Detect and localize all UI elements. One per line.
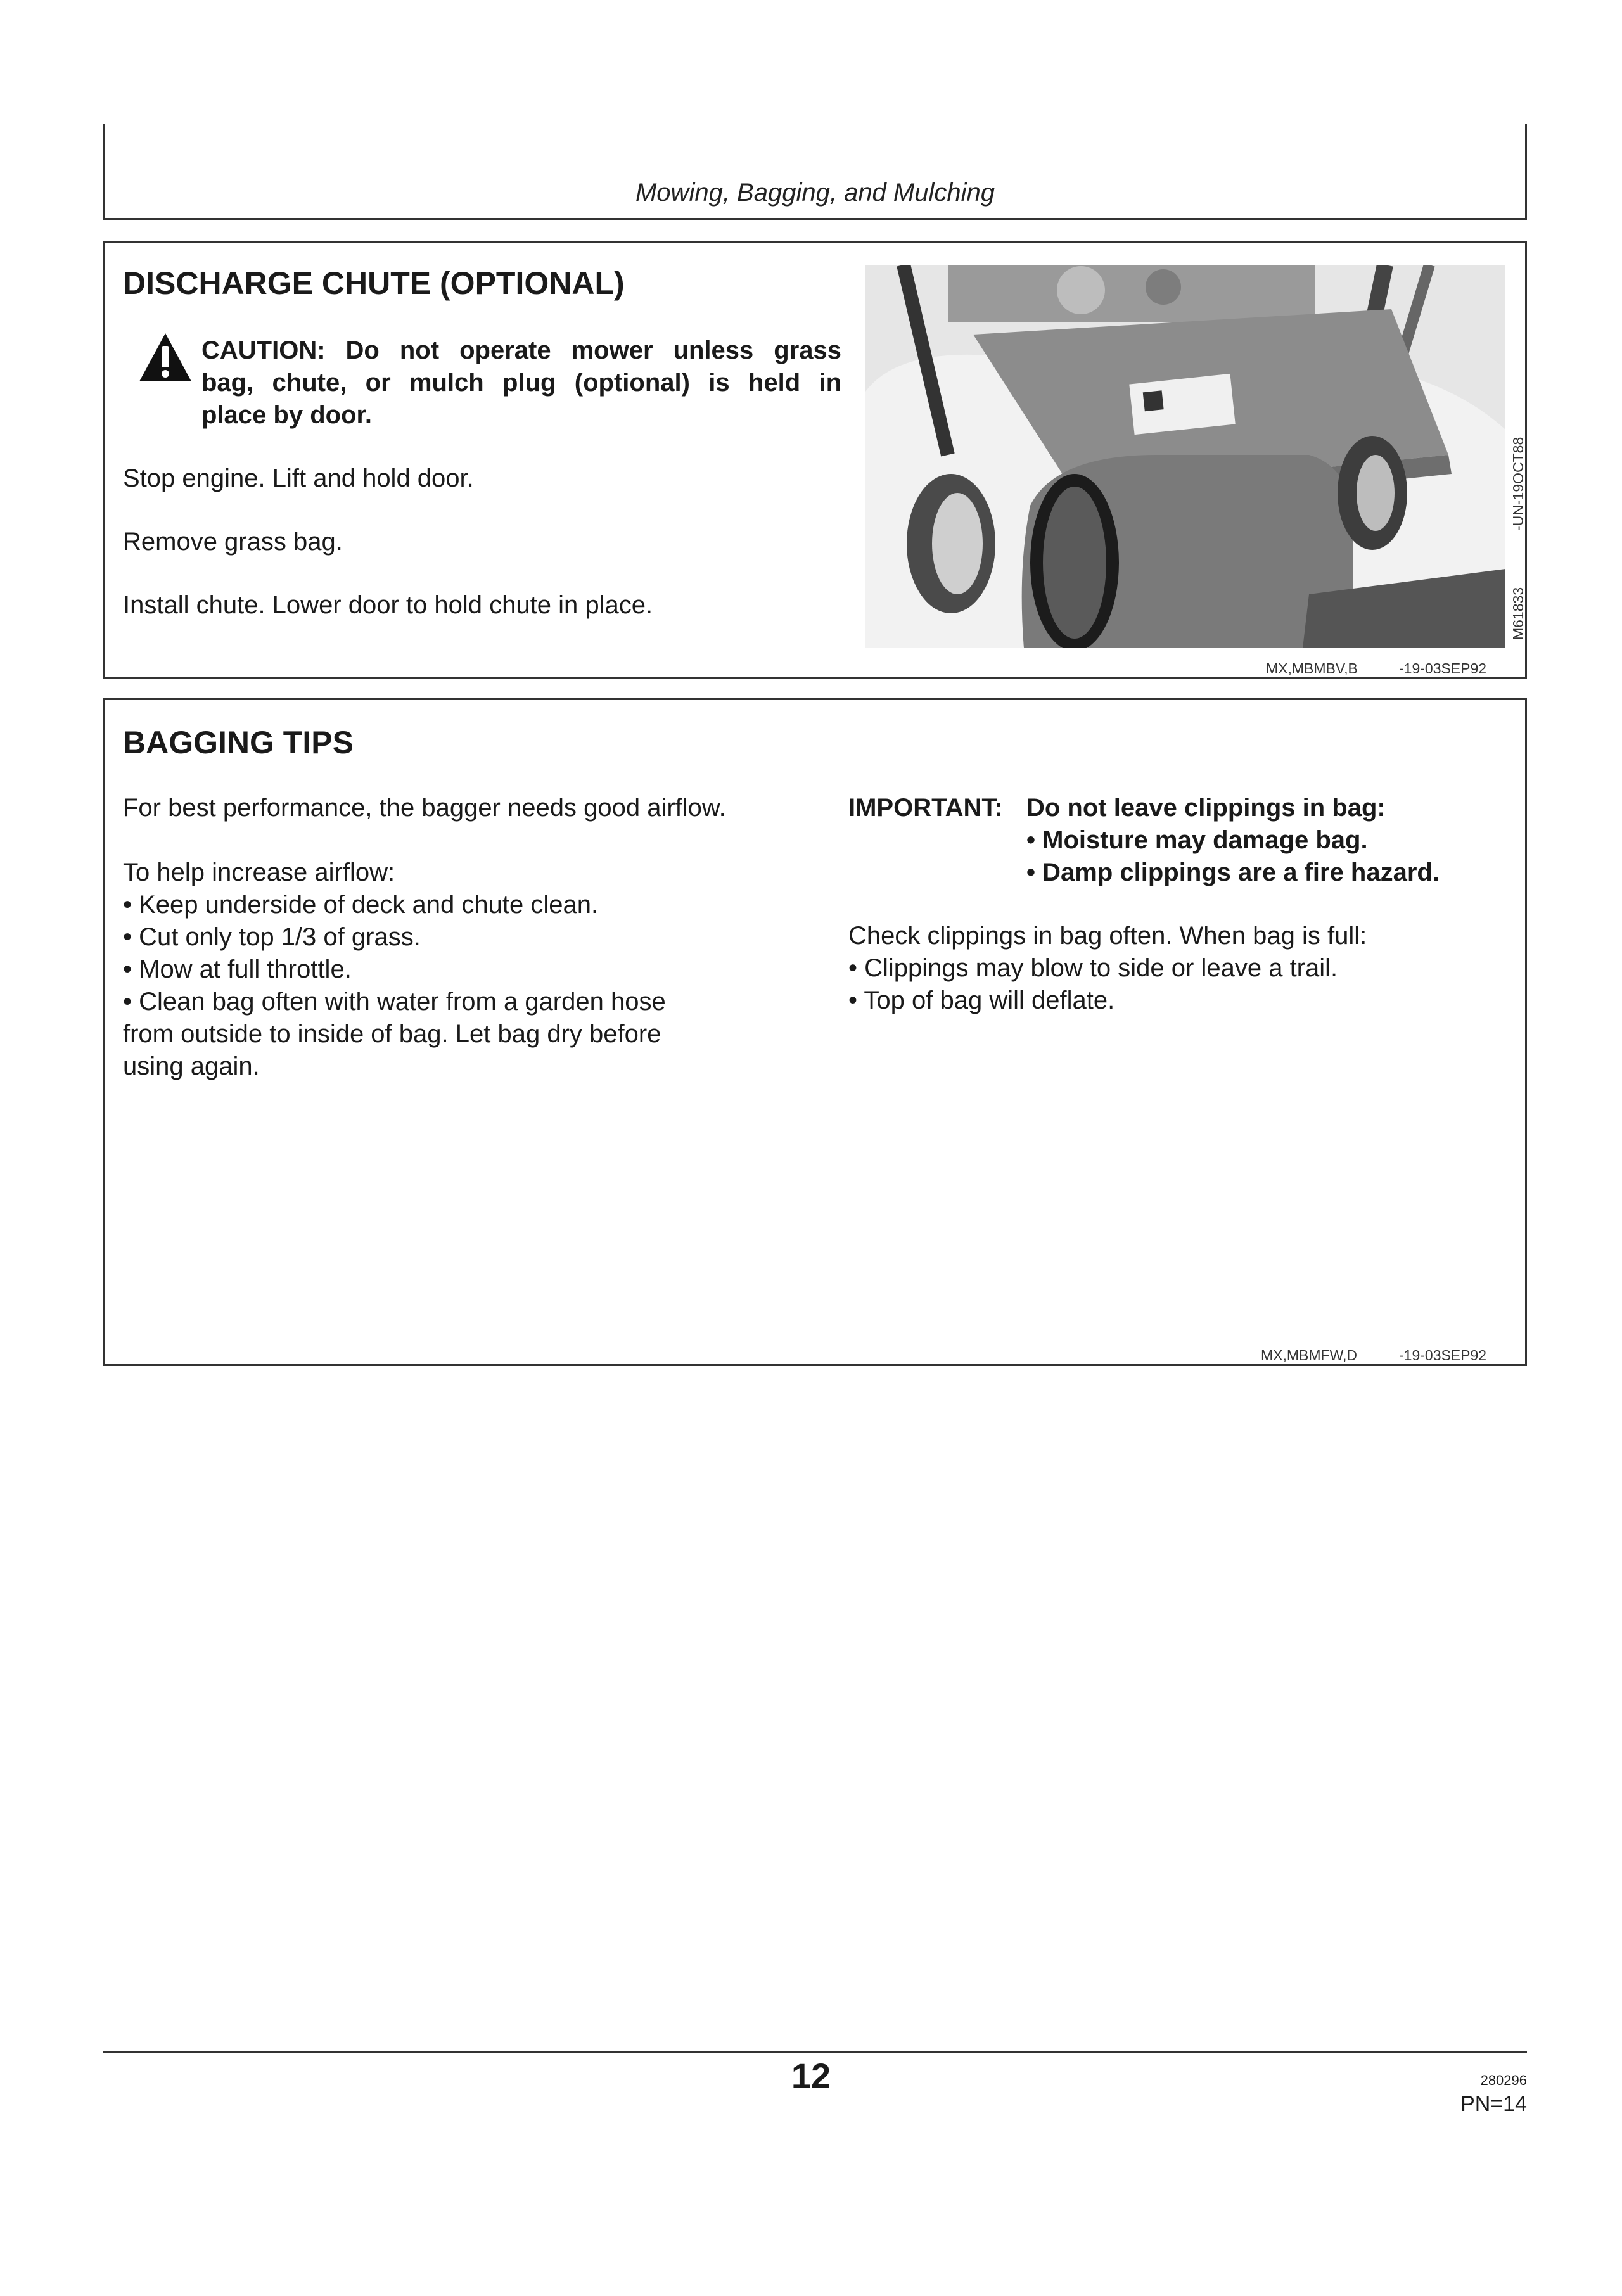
caution-line: place by door. [201,401,372,429]
bagging-left-column [123,792,833,1083]
footer-rule [103,2051,1527,2053]
pn-label: PN=14 [1460,2092,1527,2116]
bagging-right-column [848,920,1507,1017]
warning-triangle-icon [138,332,193,383]
important-bullet: • Moisture may damage bag. [1026,826,1368,854]
section-heading: BAGGING TIPS [123,725,354,760]
image-code: M61833 [1510,587,1526,640]
step-text: Remove grass bag. [123,528,343,556]
reference-date: -19-03SEP92 [1399,660,1487,677]
important-bullet: • Damp clippings are a fire hazard. [1026,858,1440,886]
mower-photo [865,265,1505,648]
page-number: 12 [791,2056,831,2096]
running-header: Mowing, Bagging, and Mulching [635,179,995,207]
text-line [123,824,833,857]
bullet-item: • Keep underside of deck and chute clean. [123,891,599,919]
step-text: Stop engine. Lift and hold door. [123,464,474,492]
image-code: -UN-19OCT88 [1510,437,1526,531]
bullet-item: • Mow at full throttle. [123,955,352,983]
reference-date: -19-03SEP92 [1399,1347,1487,1363]
bullet-item: • Cut only top 1/3 of grass. [123,923,421,951]
reference-code: MX,MBMFW,D [1261,1347,1358,1363]
step-text: Install chute. Lower door to hold chute in place. [123,591,653,619]
caution-text [201,335,841,431]
bullet-item: • Clean bag often with water from a garden hose [123,988,666,1016]
bullet-item: • Top of bag will deflate. [848,986,1115,1014]
important-text [1026,792,1483,889]
document-code: 280296 [1480,2072,1527,2088]
text-line: To help increase airflow: [123,858,395,886]
important-line: Do not leave clippings in bag: [1026,794,1386,822]
important-label: IMPORTANT: [848,794,1003,822]
text-line: Check clippings in bag often. When bag is full: [848,922,1367,950]
bullet-item: • Clippings may blow to side or leave a trail. [848,954,1338,982]
section-heading: DISCHARGE CHUTE (OPTIONAL) [123,265,625,301]
reference-code: MX,MBMBV,B [1266,660,1358,677]
text-line: from outside to inside of bag. Let bag dry before [123,1020,661,1048]
caution-line: bag, chute, or mulch plug (optional) is held in [201,369,841,397]
text-line: using again. [123,1052,260,1080]
caution-line: CAUTION: Do not operate mower unless grass [201,336,841,364]
text-line: For best performance, the bagger needs good airflow. [123,794,726,822]
